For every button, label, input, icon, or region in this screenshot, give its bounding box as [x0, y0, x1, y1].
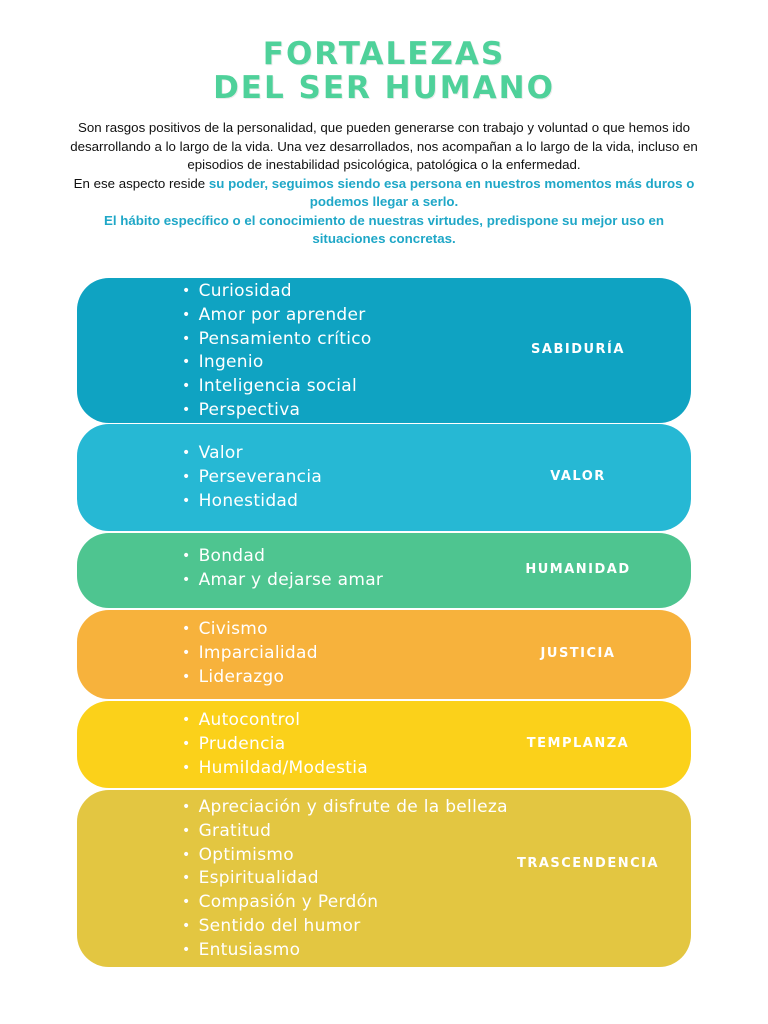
strength-item: • Espiritualidad [182, 867, 508, 891]
band-valor [77, 424, 691, 531]
band-templanza [77, 701, 691, 788]
strength-item: • Humildad/Modestia [182, 757, 368, 781]
strength-item: • Bondad [182, 545, 383, 569]
strength-item: • Imparcialidad [182, 642, 318, 666]
strength-item: • Gratitud [182, 820, 508, 844]
category-label: SABIDURÍA [531, 342, 625, 357]
category-label: TEMPLANZA [526, 736, 630, 751]
intro-paragraph-2 [70, 175, 698, 212]
title-line-1: FORTALEZAS [262, 36, 506, 72]
strength-item: • Entusiasmo [182, 939, 508, 963]
strength-list [182, 709, 368, 780]
title-line-2: DEL SER HUMANO [213, 70, 555, 106]
strength-item: • Amar y dejarse amar [182, 569, 383, 593]
strength-list [182, 442, 322, 513]
strength-item: • Perseverancia [182, 466, 322, 490]
intro-text [70, 119, 698, 249]
strength-list [182, 545, 383, 593]
strength-item: • Honestidad [182, 490, 322, 514]
strength-list [182, 618, 318, 689]
strength-item: • Ingenio [182, 351, 372, 375]
category-label: JUSTICIA [540, 646, 616, 661]
strength-item: • Amor por aprender [182, 304, 372, 328]
intro-paragraph-1: Son rasgos positivos de la personalidad, que pueden generarse con trabajo y voluntad o que hemos ido desarrollando a lo largo de la vida. Una vez desarrollados, nos acompañan a lo largo de la vida, incluso en episodios de inestabilidad psicológica, patológica o la enfermedad. [70, 120, 698, 172]
intro-paragraph-3: El hábito específico o el conocimiento de nuestras virtudes, predispone su mejor uso en situaciones concretas. [103, 212, 665, 246]
intro-accent: su poder, seguimos siendo esa persona en nuestros momentos más duros o podemos llegar a serlo. [208, 175, 695, 209]
band-sabiduria [77, 278, 691, 423]
strength-item: • Pensamiento crítico [182, 328, 372, 352]
strength-list [182, 796, 508, 963]
band-trascendencia [77, 790, 691, 967]
band-humanidad [77, 533, 691, 608]
strength-item: • Liderazgo [182, 666, 318, 690]
strength-item: • Prudencia [182, 733, 368, 757]
strength-item: • Apreciación y disfrute de la belleza [182, 796, 508, 820]
intro-lead: En ese aspecto reside [73, 175, 209, 191]
category-label: VALOR [550, 469, 606, 484]
strength-item: • Sentido del humor [182, 915, 508, 939]
strength-item: • Curiosidad [182, 280, 372, 304]
strength-item: • Autocontrol [182, 709, 368, 733]
category-label: HUMANIDAD [525, 562, 631, 577]
strength-item: • Civismo [182, 618, 318, 642]
strength-item: • Perspectiva [182, 399, 372, 423]
strength-item: • Inteligencia social [182, 375, 372, 399]
band-justicia [77, 610, 691, 699]
strength-item: • Compasión y Perdón [182, 891, 508, 915]
strength-item: • Optimismo [182, 844, 508, 868]
category-label: TRASCENDENCIA [516, 856, 660, 871]
strength-item: • Valor [182, 442, 322, 466]
strength-list [182, 280, 372, 423]
